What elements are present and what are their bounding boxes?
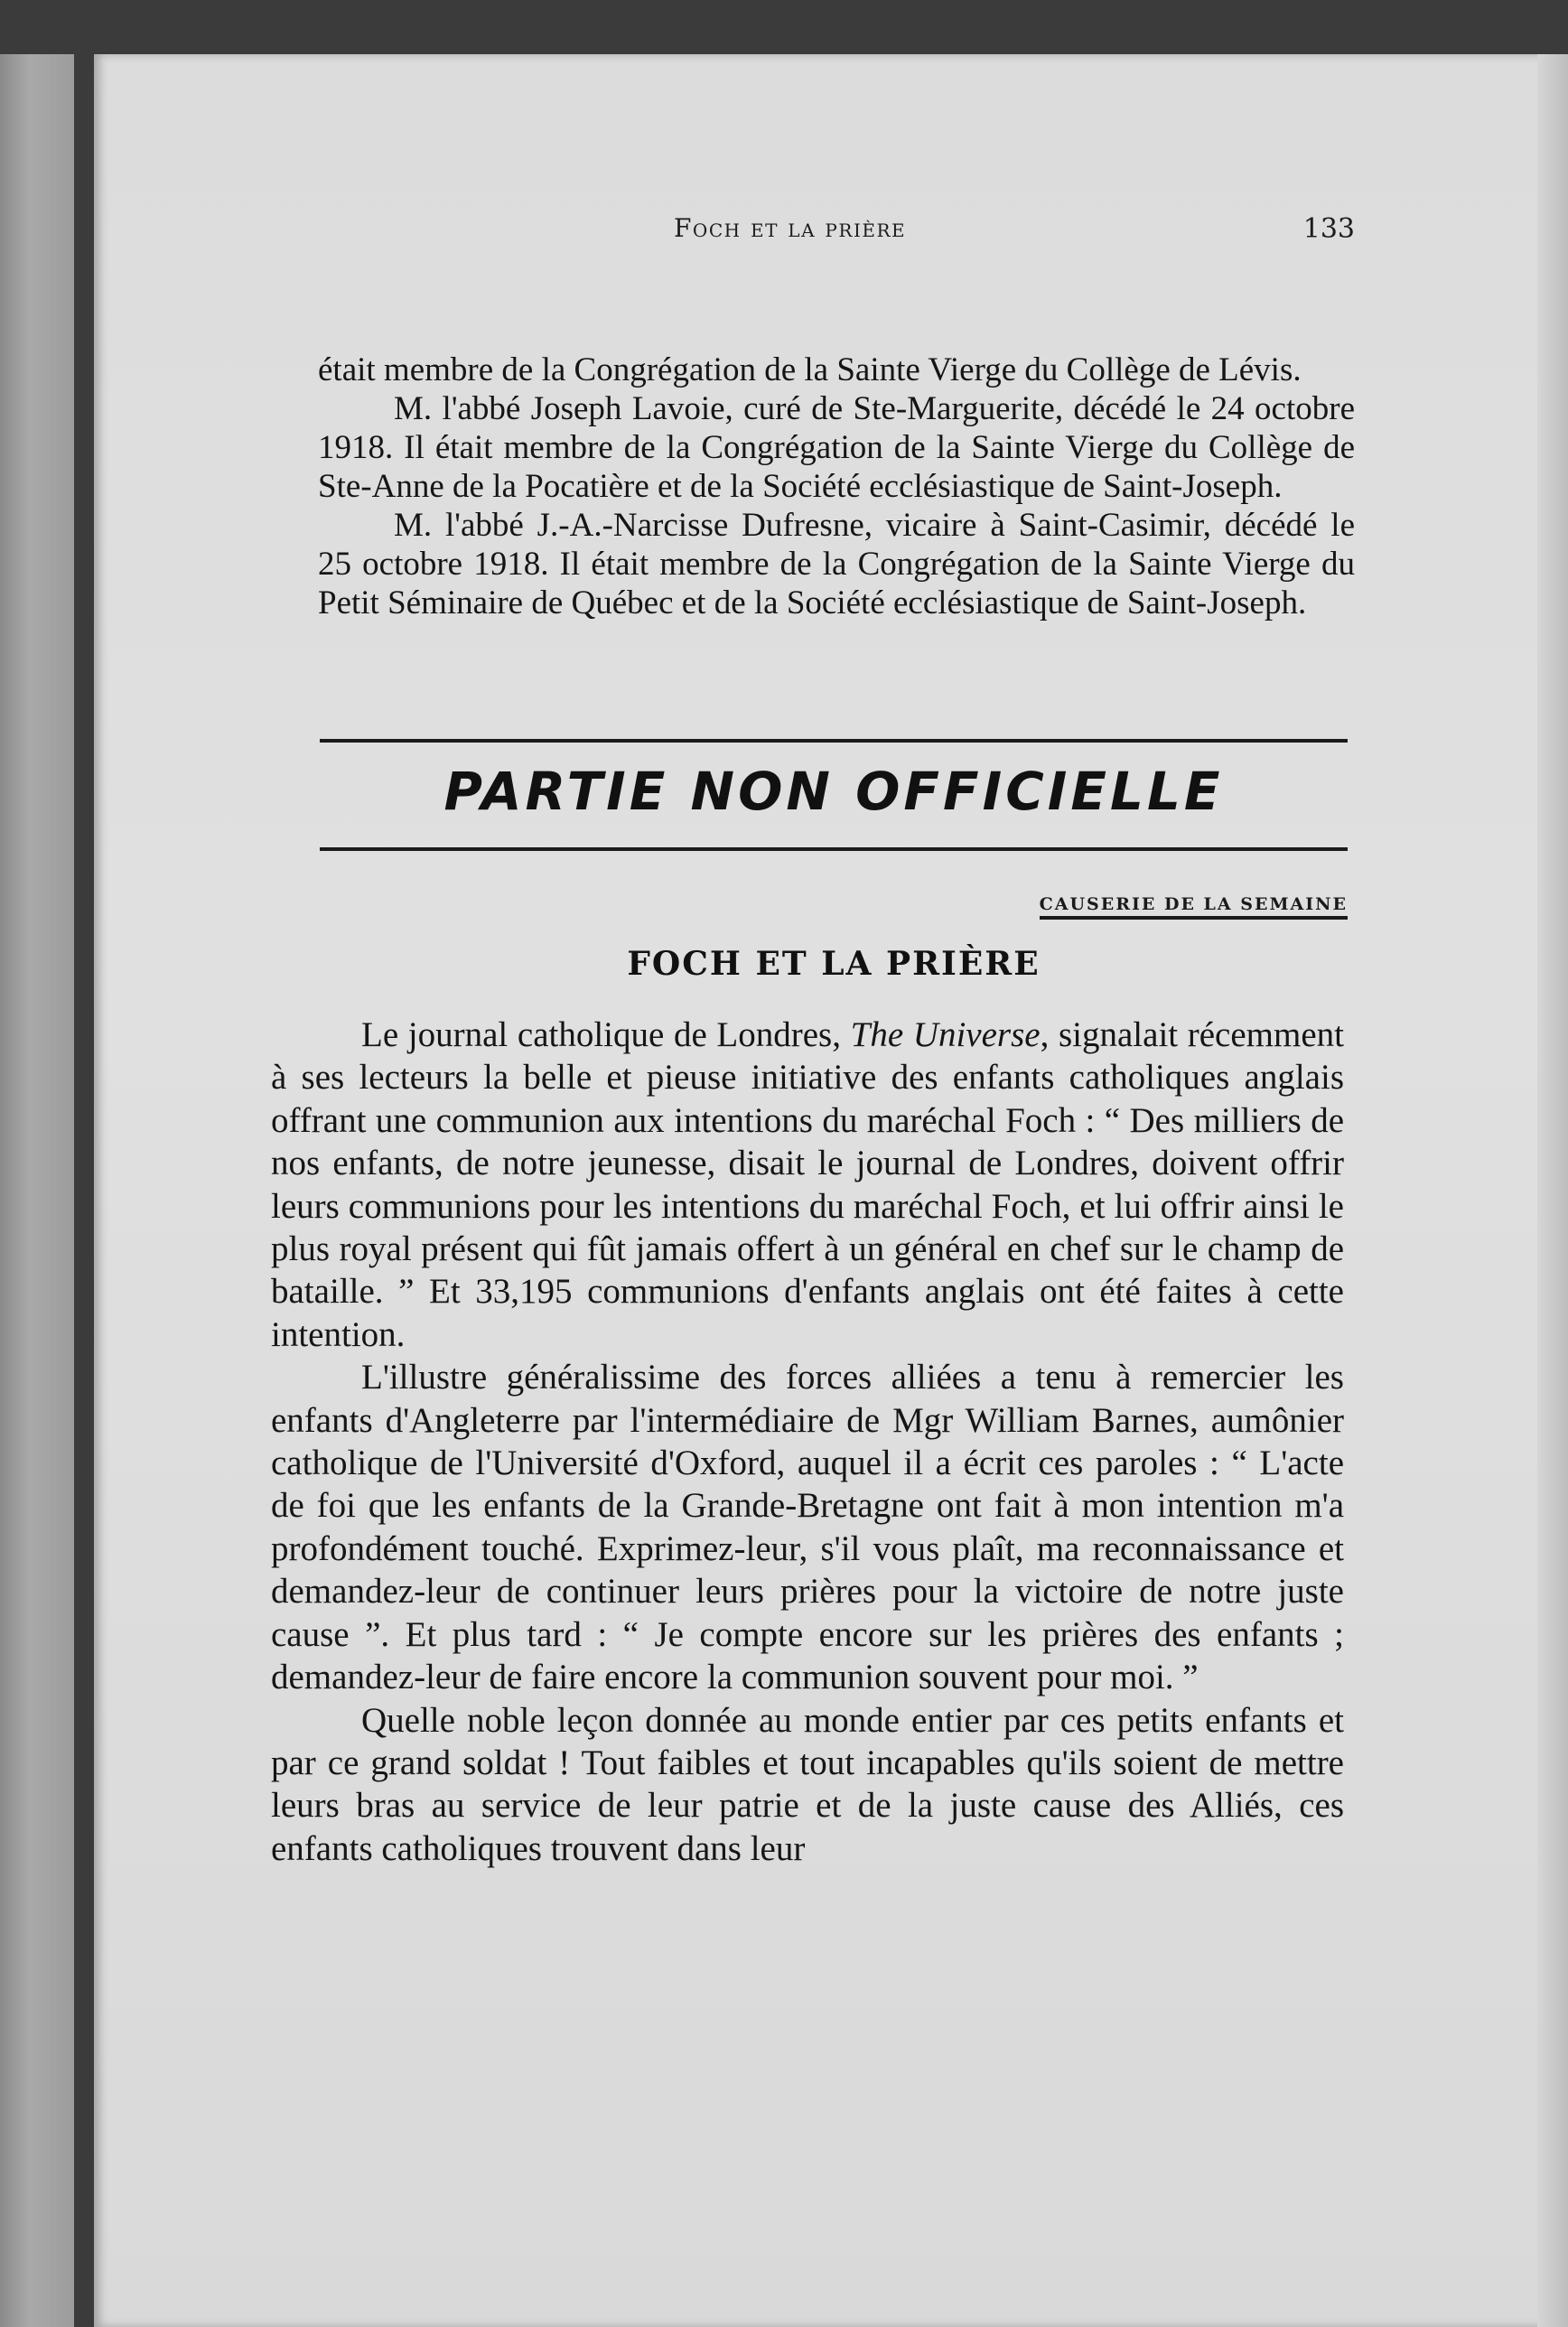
obituary-notices [318,350,1355,622]
obituary-paragraph-dufresne: M. l'abbé J.-A.-Narcisse Dufresne, vicaire à Saint-Casimir, décédé le 25 octobre 1918. Il était membre de la Congrégation de la Sainte Vierge du Petit Séminaire de Québec et de la Société ecclésiastique de Saint-Joseph. [318,507,1355,621]
article-p1-rest: , signalait récemment à ses lecteurs la belle et pieuse initiative des enfants catholiques anglais offrant une communion aux intentions du maréchal Foch : “ Des milliers de nos enfants, de notre jeunesse, disait le journal de Londres, doivent offrir leurs communions pour les intentions du maréchal Foch, et lui offrir ainsi le plus royal présent qui fût jamais offert à un général en chef sur le champ de bataille. ” Et 33,195 communions d'enfants anglais ont été faites à cette intention. [271,1015,1344,1354]
running-head-title: Foch et la prière [674,213,907,243]
obituary-paragraph-continued: était membre de la Congrégation de la Sainte Vierge du Collège de Lévis. [318,351,1302,388]
publication-name: The Universe [850,1015,1041,1054]
section-rule-bottom [320,847,1348,851]
article-paragraph-2: L'illustre généralissime des forces alliées a tenu à remercier les enfants d'Angleterre par l'intermédiaire de Mgr William Barnes, aumônier catholique de l'Université d'Oxford, auquel il a écrit ces paroles : “ L'acte de foi que les enfants de la Grande-Bretagne ont fait à mon intention m'a profondément touché. Exprimez-leur, s'il vous plaît, ma reconnaissance et demandez-leur de continuer leurs prières pour la victoire de notre juste cause ”. Et plus tard : “ Je compte encore sur les prières des enfants ; demandez-leur de faire encore la communion souvent pour moi. ” [271,1358,1344,1697]
page-number: 133 [1302,213,1355,245]
obituary-paragraph-lavoie: M. l'abbé Joseph Lavoie, curé de Ste-Marguerite, décédé le 24 octobre 1918. Il était membre de la Congrégation de la Sainte Vierge du Collège de Ste-Anne de la Pocatière et de la Société ecclésiastique de Saint-Joseph. [318,390,1355,505]
article-body [271,1014,1344,1870]
article-paragraph-3: Quelle noble leçon donnée au monde entier par ces petits enfants et par ce grand soldat ! Tout faibles et tout incapables qu'ils soient de mettre leurs bras au service de leur patrie et de la juste cause des Alliés, ces enfants catholiques trouvent dans leur [271,1700,1344,1868]
article-paragraph-1 [271,1014,1344,1356]
column-label: CAUSERIE DE LA SEMAINE [1040,894,1348,920]
page-edge-shadow [1537,54,1568,2327]
section-heading: PARTIE NON OFFICIELLE [443,761,1224,822]
previous-page-edge [0,54,74,2327]
section-rule-top [320,739,1348,743]
article-p1-lead: Le journal catholique de Londres, [361,1015,851,1054]
running-head [226,213,1355,267]
article-title: FOCH ET LA PRIÈRE [627,945,1041,983]
